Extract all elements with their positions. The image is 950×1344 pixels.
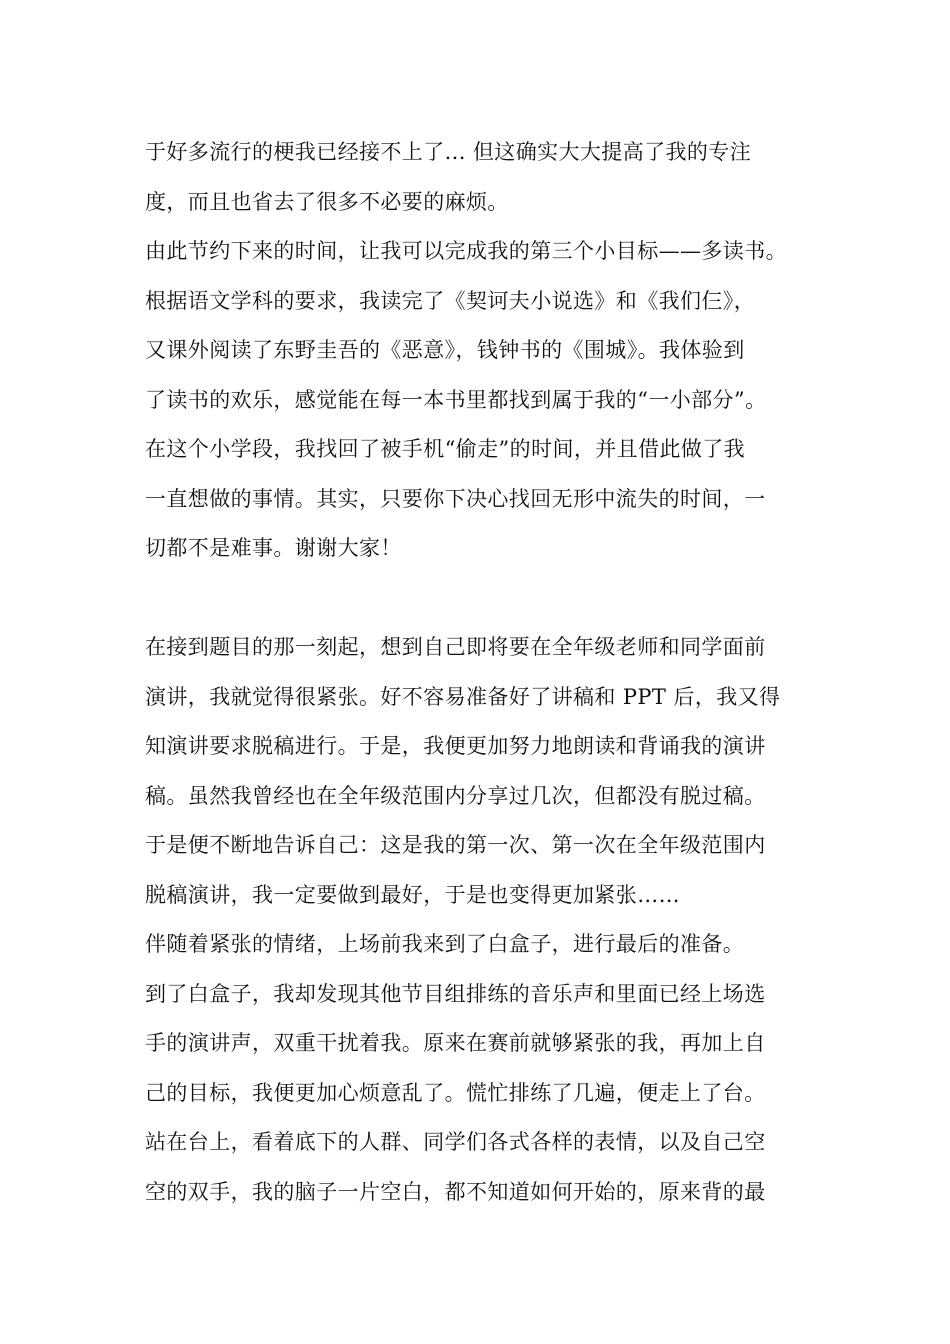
text-line: 在接到题目的那一刻起，想到自己即将要在全年级老师和同学面前	[145, 635, 766, 659]
text-line: 了读书的欢乐，感觉能在每一本书里都找到属于我的“一小部分”。	[145, 388, 767, 412]
text-line: 稿。虽然我曾经也在全年级范围内分享过几次，但都没有脱过稿。	[145, 784, 766, 808]
text-line: 空的双手，我的脑子一片空白，都不知道如何开始的，原来背的最	[145, 1180, 766, 1204]
text-line: 度，而且也省去了很多不必要的麻烦。	[145, 190, 509, 214]
text-line: 到了白盒子，我却发现其他节目组排练的音乐声和里面已经上场选	[145, 982, 766, 1006]
text-line: 在这个小学段，我找回了被手机“偷走”的时间，并且借此做了我	[145, 437, 746, 461]
text-line: 一直想做的事情。其实，只要你下决心找回无形中流失的时间，一	[145, 487, 766, 511]
text-line: 站在台上，看着底下的人群、同学们各式各样的表情，以及自己空	[145, 1130, 766, 1154]
text-line: 于是便不断地告诉自己：这是我的第一次、第一次在全年级范围内	[145, 833, 766, 857]
text-line: 于好多流行的梗我已经接不上了... 但这确实大大提高了我的专注	[145, 140, 752, 164]
text-line: 脱稿演讲，我一定要做到最好，于是也变得更加紧张……	[145, 883, 680, 907]
text-line: 伴随着紧张的情绪，上场前我来到了白盒子，进行最后的准备。	[145, 932, 745, 956]
text-line: 知演讲要求脱稿进行。于是，我便更加努力地朗读和背诵我的演讲	[145, 734, 766, 758]
text-line: 演讲，我就觉得很紧张。好不容易准备好了讲稿和 PPT 后，我又得	[145, 685, 781, 709]
text-line: 由此节约下来的时间，让我可以完成我的第三个小目标——多读书。	[145, 239, 787, 263]
text-line: 手的演讲声，双重干扰着我。原来在赛前就够紧张的我，再加上自	[145, 1031, 766, 1055]
text-line: 切都不是难事。谢谢大家！	[145, 536, 402, 560]
text-line: 根据语文学科的要求，我读完了《契诃夫小说选》和《我们仨》，	[145, 289, 756, 313]
text-line: 己的目标，我便更加心烦意乱了。慌忙排练了几遍，便走上了台。	[145, 1081, 766, 1105]
text-line: 又课外阅读了东野圭吾的《恶意》，钱钟书的《围城》。我体验到	[145, 338, 745, 362]
